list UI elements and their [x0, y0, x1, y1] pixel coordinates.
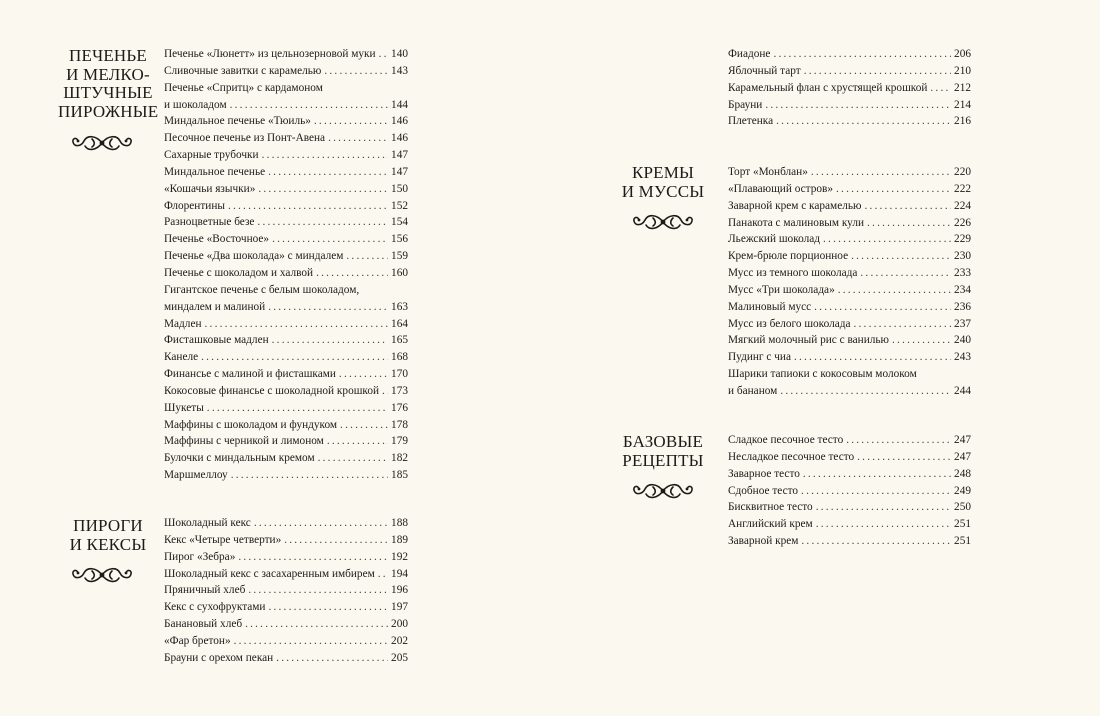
toc-entry[interactable] [728, 449, 971, 466]
toc-entry[interactable] [164, 549, 408, 566]
leader-dots [262, 147, 388, 164]
entry-title: Гигантское печенье с белым шоколадом, [164, 283, 360, 296]
leader-dots [228, 198, 388, 215]
leader-dots [864, 198, 951, 215]
section-title-line: ПИРОЖНЫЕ [58, 101, 159, 121]
leader-dots [773, 46, 951, 63]
entry-page: 163 [391, 300, 408, 313]
toc-entry[interactable] [164, 566, 408, 583]
leader-dots [794, 349, 951, 366]
entry-page: 224 [954, 199, 971, 212]
leader-dots [838, 282, 951, 299]
toc-list-basics [728, 432, 971, 550]
leader-dots [234, 633, 388, 650]
leader-dots [816, 499, 951, 516]
entry-page: 234 [954, 283, 971, 296]
toc-entry[interactable] [728, 113, 971, 130]
leader-dots [378, 566, 388, 583]
entry-page: 236 [954, 300, 971, 313]
leader-dots [816, 516, 951, 533]
section-title-line: ПИРОГИ [73, 516, 143, 535]
entry-page: 243 [954, 351, 971, 364]
entry-title: «Плавающий остров» [728, 182, 834, 195]
leader-dots [765, 97, 951, 114]
toc-entry[interactable] [164, 616, 408, 633]
toc-entry[interactable] [728, 533, 971, 550]
entry-title: Шарики тапиоки с кокосовым молоком [728, 368, 917, 381]
toc-entry[interactable] [164, 383, 408, 400]
entry-page: 188 [391, 517, 408, 529]
entry-title: Маршмеллоу [164, 469, 228, 482]
entry-page: 206 [954, 48, 971, 60]
leader-dots [860, 265, 951, 282]
toc-entry[interactable] [728, 516, 971, 533]
entry-title: Заварной крем [728, 535, 799, 548]
ornament-icon [70, 564, 134, 586]
entry-title: Печенье «Два шоколада» с миндалем [164, 250, 344, 263]
entry-title: Мусс из темного шоколада [728, 267, 858, 280]
entry-page: 159 [391, 250, 408, 263]
toc-entry[interactable] [728, 483, 971, 500]
section-title-line: И МУССЫ [621, 181, 705, 201]
entry-title: Льежский шоколад [728, 233, 821, 246]
entry-title: Сладкое песочное тесто [728, 434, 844, 446]
leader-dots [857, 449, 951, 466]
toc-entry[interactable] [164, 147, 408, 164]
leader-dots [318, 450, 388, 467]
toc-entry[interactable] [164, 80, 408, 114]
leader-dots [201, 349, 388, 366]
entry-page: 165 [391, 334, 408, 347]
leader-dots [268, 164, 388, 181]
entry-page: 240 [954, 334, 971, 347]
toc-entry[interactable] [164, 650, 408, 667]
entry-title: и бананом [728, 384, 778, 397]
entry-title: Кекс «Четыре четверти» [164, 533, 282, 546]
entry-page: 250 [954, 501, 971, 514]
entry-page: 182 [391, 452, 408, 465]
entry-page: 230 [954, 250, 971, 263]
leader-dots [258, 181, 388, 198]
entry-title: Пирог «Зебра» [164, 550, 236, 563]
leader-dots [340, 417, 388, 434]
entry-page: 185 [391, 469, 408, 482]
toc-entry[interactable] [164, 181, 408, 198]
leader-dots [268, 599, 388, 616]
toc-entry[interactable] [164, 417, 408, 434]
entry-title: Карамельный флан с хрустящей крошкой [728, 81, 928, 94]
entry-title: Сливочные завитки с карамелью [164, 64, 322, 77]
entry-page: 143 [391, 64, 408, 77]
leader-dots [801, 483, 951, 500]
section-title-cookies [58, 47, 158, 121]
leader-dots [811, 164, 951, 181]
entry-page: 251 [954, 535, 971, 548]
entry-page: 154 [391, 216, 408, 229]
entry-page: 156 [391, 233, 408, 246]
leader-dots [804, 63, 951, 80]
entry-page: 173 [391, 384, 408, 397]
toc-entry[interactable] [728, 332, 971, 349]
leader-dots [207, 400, 388, 417]
toc-entry[interactable] [164, 633, 408, 650]
entry-title: Сахарные трубочки [164, 149, 259, 162]
leader-dots [314, 113, 388, 130]
leader-dots [382, 383, 388, 400]
entry-title: Песочное печенье из Понт-Авена [164, 132, 326, 145]
entry-title: Миндальное печенье «Тюиль» [164, 115, 311, 128]
entry-title: Печенье «Спритц» с кардамоном [164, 81, 323, 94]
entry-page: 140 [391, 48, 408, 60]
leader-dots [257, 214, 388, 231]
section-title-line: И МЕЛКО- [66, 64, 150, 84]
leader-dots [230, 97, 388, 114]
ornament-icon [70, 132, 134, 154]
entry-page: 152 [391, 199, 408, 212]
toc-entry[interactable] [164, 231, 408, 248]
entry-title: Печенье «Восточное» [164, 233, 270, 246]
entry-page: 214 [954, 98, 971, 111]
entry-title: Канеле [164, 351, 199, 364]
entry-title: Флорентины [164, 199, 225, 212]
toc-entry[interactable] [164, 130, 408, 147]
section-title-line: И КЕКСЫ [69, 534, 147, 554]
entry-page: 222 [954, 182, 971, 195]
entry-page: 244 [954, 384, 971, 397]
toc-list-creams [728, 164, 971, 400]
leader-dots [801, 533, 951, 550]
leader-dots [780, 383, 951, 400]
leader-dots [284, 532, 388, 549]
entry-title: Фиадоне [728, 48, 771, 60]
toc-entry[interactable] [164, 532, 408, 549]
leader-dots [268, 299, 388, 316]
section-title-line: ПЕЧЕНЬЕ [69, 46, 147, 65]
entry-title: Булочки с миндальным кремом [164, 452, 315, 465]
entry-page: 150 [391, 182, 408, 195]
toc-list-cookies [164, 46, 408, 484]
entry-title: Разноцветные безе [164, 216, 255, 229]
entry-title: «Фар бретон» [164, 634, 231, 647]
leader-dots [803, 466, 951, 483]
toc-entry[interactable] [728, 46, 971, 63]
entry-page: 247 [954, 450, 971, 463]
entry-page: 144 [391, 98, 408, 111]
entry-page: 226 [954, 216, 971, 229]
entry-page: 251 [954, 518, 971, 531]
ornament-icon [631, 480, 695, 502]
entry-title: Финансье с малиной и фисташками [164, 368, 336, 381]
toc-entry[interactable] [164, 63, 408, 80]
leader-dots [823, 231, 951, 248]
entry-page: 216 [954, 115, 971, 128]
entry-page: 202 [391, 634, 408, 647]
entry-title: Брауни с орехом пекан [164, 651, 274, 664]
entry-page: 229 [954, 233, 971, 246]
leader-dots [248, 582, 388, 599]
entry-title: Английский крем [728, 518, 813, 531]
toc-entry[interactable] [164, 316, 408, 333]
toc-entry[interactable] [164, 582, 408, 599]
entry-title: Мягкий молочный рис с ванилью [728, 334, 889, 347]
toc-entry[interactable] [728, 499, 971, 516]
entry-page: 197 [391, 601, 408, 614]
toc-entry[interactable] [728, 432, 971, 449]
toc-list-pies-continued [728, 46, 971, 130]
leader-dots [276, 650, 388, 667]
leader-dots [245, 616, 388, 633]
entry-title: Шукеты [164, 401, 204, 414]
toc-entry[interactable] [164, 248, 408, 265]
entry-page: 147 [391, 149, 408, 162]
section-title-pies [58, 517, 158, 554]
leader-dots [892, 332, 951, 349]
leader-dots [231, 467, 388, 484]
entry-title: Несладкое песочное тесто [728, 450, 855, 463]
section-title-line: БАЗОВЫЕ [622, 432, 704, 451]
section-title-line: КРЕМЫ [631, 163, 695, 182]
entry-title: Панакота с малиновым кули [728, 216, 865, 229]
toc-entry[interactable] [164, 450, 408, 467]
entry-title: Заварное тесто [728, 467, 800, 480]
entry-page: 237 [954, 317, 971, 330]
entry-page: 205 [391, 651, 408, 664]
toc-entry[interactable] [164, 467, 408, 484]
entry-title: Фисташковые мадлен [164, 334, 269, 347]
section-title-creams [615, 164, 711, 201]
leader-dots [814, 299, 951, 316]
section-title-line: РЕЦЕПТЫ [622, 450, 704, 470]
entry-title: Торт «Монблан» [728, 166, 808, 178]
toc-entry[interactable] [164, 599, 408, 616]
toc-entry[interactable] [728, 181, 971, 198]
toc-entry[interactable] [164, 164, 408, 181]
toc-list-pies [164, 515, 408, 667]
toc-entry[interactable] [164, 113, 408, 130]
entry-title: Заварной крем с карамелью [728, 199, 862, 212]
entry-title: Плетенка [728, 115, 774, 128]
leader-dots [346, 248, 388, 265]
leader-dots [930, 80, 951, 97]
toc-entry[interactable] [728, 80, 971, 97]
entry-title: «Кошачьи язычки» [164, 182, 256, 195]
entry-title: Сдобное тесто [728, 484, 799, 497]
leader-dots [272, 332, 388, 349]
toc-entry[interactable] [728, 198, 971, 215]
leader-dots [205, 316, 389, 333]
entry-page: 196 [391, 584, 408, 597]
leader-dots [272, 231, 388, 248]
entry-title: Печенье с шоколадом и халвой [164, 266, 314, 279]
entry-page: 170 [391, 368, 408, 381]
entry-title: Банановый хлеб [164, 618, 243, 631]
leader-dots [854, 316, 952, 333]
entry-title: Миндальное печенье [164, 165, 266, 178]
toc-entry[interactable] [164, 400, 408, 417]
toc-entry[interactable] [164, 46, 408, 63]
entry-page: 189 [391, 533, 408, 546]
entry-page: 233 [954, 267, 971, 280]
toc-entry[interactable] [728, 466, 971, 483]
entry-page: 248 [954, 467, 971, 480]
entry-page: 247 [954, 434, 971, 446]
entry-title: Бисквитное тесто [728, 501, 813, 514]
leader-dots [846, 432, 951, 449]
toc-entry[interactable] [164, 265, 408, 282]
entry-page: 168 [391, 351, 408, 364]
entry-title: Мадлен [164, 317, 202, 330]
toc-entry[interactable] [728, 282, 971, 299]
leader-dots [851, 248, 951, 265]
leader-dots [238, 549, 388, 566]
toc-entry[interactable] [728, 248, 971, 265]
entry-page: 146 [391, 115, 408, 128]
entry-title: Кокосовые финансье с шоколадной крошкой [164, 384, 380, 397]
entry-title: Маффины с шоколадом и фундуком [164, 418, 338, 431]
entry-title: и шоколадом [164, 98, 227, 111]
leader-dots [379, 46, 388, 63]
leader-dots [316, 265, 388, 282]
entry-title: Брауни [728, 98, 763, 111]
entry-page: 179 [391, 435, 408, 448]
entry-page: 200 [391, 618, 408, 631]
entry-title: Маффины с черникой и лимоном [164, 435, 324, 448]
toc-entry[interactable] [728, 299, 971, 316]
toc-entry[interactable] [728, 349, 971, 366]
entry-page: 147 [391, 165, 408, 178]
leader-dots [776, 113, 951, 130]
entry-title: Пудинг с чиа [728, 351, 791, 364]
entry-page: 210 [954, 64, 971, 77]
ornament-icon [631, 211, 695, 233]
toc-entry[interactable] [164, 198, 408, 215]
entry-page: 146 [391, 132, 408, 145]
toc-entry[interactable] [728, 215, 971, 232]
section-title-basics [613, 433, 713, 470]
entry-title: Яблочный тарт [728, 64, 801, 77]
leader-dots [254, 515, 388, 532]
leader-dots [324, 63, 388, 80]
entry-page: 220 [954, 166, 971, 178]
entry-title: миндалем и малиной [164, 300, 266, 313]
toc-entry[interactable] [728, 63, 971, 80]
toc-entry[interactable] [164, 214, 408, 231]
toc-entry[interactable] [164, 433, 408, 450]
leader-dots [867, 215, 951, 232]
entry-title: Малиновый мусс [728, 300, 812, 313]
toc-entry[interactable] [728, 97, 971, 114]
entry-page: 176 [391, 401, 408, 414]
entry-page: 160 [391, 266, 408, 279]
entry-page: 178 [391, 418, 408, 431]
toc-entry[interactable] [728, 265, 971, 282]
toc-entry[interactable] [164, 515, 408, 532]
entry-title: Кекс с сухофруктами [164, 601, 266, 614]
leader-dots [327, 433, 388, 450]
entry-page: 164 [391, 317, 408, 330]
entry-title: Шоколадный кекс [164, 517, 251, 529]
entry-title: Шоколадный кекс с засахаренным имбирем [164, 567, 375, 580]
toc-entry[interactable] [164, 332, 408, 349]
toc-entry[interactable] [728, 316, 971, 333]
toc-entry[interactable] [728, 164, 971, 181]
toc-entry[interactable] [728, 366, 971, 400]
entry-title: Пряничный хлеб [164, 584, 246, 597]
entry-title: Печенье «Люнетт» из цельнозерновой муки [164, 48, 376, 60]
entry-title: Мусс из белого шоколада [728, 317, 851, 330]
entry-page: 212 [954, 81, 971, 94]
toc-entry[interactable] [728, 231, 971, 248]
section-title-line: ШТУЧНЫЕ [63, 83, 153, 102]
toc-entry[interactable] [164, 366, 408, 383]
leader-dots [339, 366, 388, 383]
leader-dots [836, 181, 951, 198]
entry-title: Крем-брюле порционное [728, 250, 849, 263]
entry-page: 194 [391, 567, 408, 580]
leader-dots [328, 130, 388, 147]
entry-title: Мусс «Три шоколада» [728, 283, 835, 296]
entry-page: 192 [391, 550, 408, 563]
entry-page: 249 [954, 484, 971, 497]
toc-entry[interactable] [164, 349, 408, 366]
toc-entry[interactable] [164, 282, 408, 316]
